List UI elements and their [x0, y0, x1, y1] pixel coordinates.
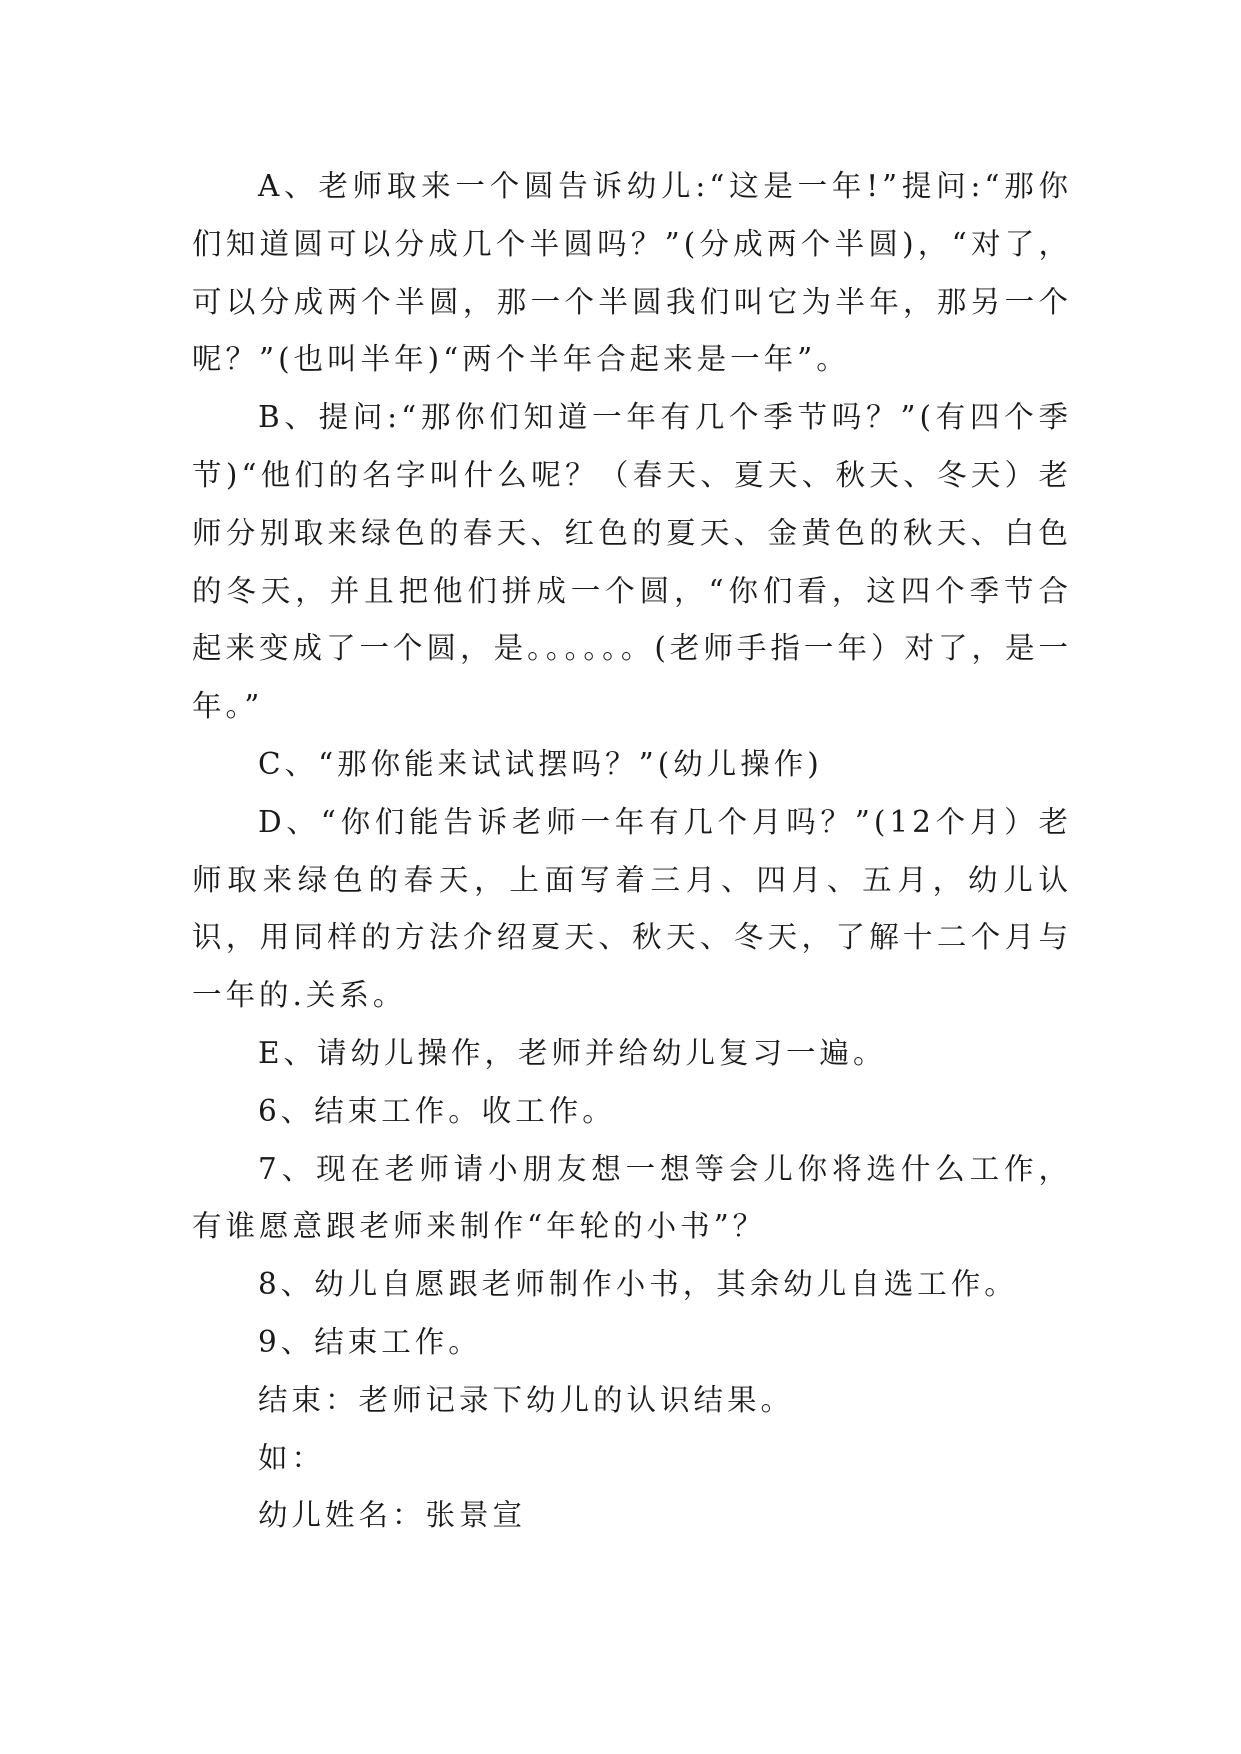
paragraph-step-9: 9、结束工作。 [258, 1324, 482, 1359]
paragraph-step-8: 8、幼儿自愿跟老师制作小书，其余幼儿自选工作。 [258, 1267, 1018, 1302]
document-body [192, 158, 1072, 1545]
paragraph-example-label: 如： [258, 1440, 326, 1475]
paragraph-step-e: E、请幼儿操作，老师并给幼儿复习一遍。 [258, 1035, 887, 1070]
paragraph-step-b: B、提问:“那你们知道一年有几个季节吗？”(有四个季节)“他们的名字叫什么呢？（春天、夏天、秋天、冬天）老师分别取来绿色的春天、红色的夏天、金黄色的秋天、白色的冬天，并且把他们拼成一个圆，“你们看，这四个季节合起来变成了一个圆，是。。。。。。(老师手指一年）对了，是一年。” [192, 400, 1072, 724]
paragraph-child-name: 幼儿姓名：张景宣 [258, 1498, 527, 1533]
paragraph-step-6: 6、结束工作。收工作。 [258, 1093, 616, 1128]
paragraph-conclusion: 结束：老师记录下幼儿的认识结果。 [258, 1382, 795, 1417]
paragraph-step-d: D、“你们能告诉老师一年有几个月吗？”(12个月）老师取来绿色的春天，上面写着三月、四月、五月，幼儿认识，用同样的方法介绍夏天、秋天、冬天，了解十二个月与一年的.关系。 [192, 804, 1072, 1013]
paragraph-step-7: 7、现在老师请小朋友想一想等会儿你将选什么工作，有谁愿意跟老师来制作“年轮的小书”？ [192, 1151, 1072, 1244]
paragraph-step-a: A、老师取来一个圆告诉幼儿:“这是一年!”提问:“那你们知道圆可以分成几个半圆吗？”(分成两个半圆)，“对了，可以分成两个半圆，那一个半圆我们叫它为半年，那另一个呢？”(也叫半年)“两个半年合起来是一年”。 [192, 169, 1072, 377]
paragraph-step-c: C、“那你能来试试摆吗？”(幼儿操作) [258, 746, 823, 781]
